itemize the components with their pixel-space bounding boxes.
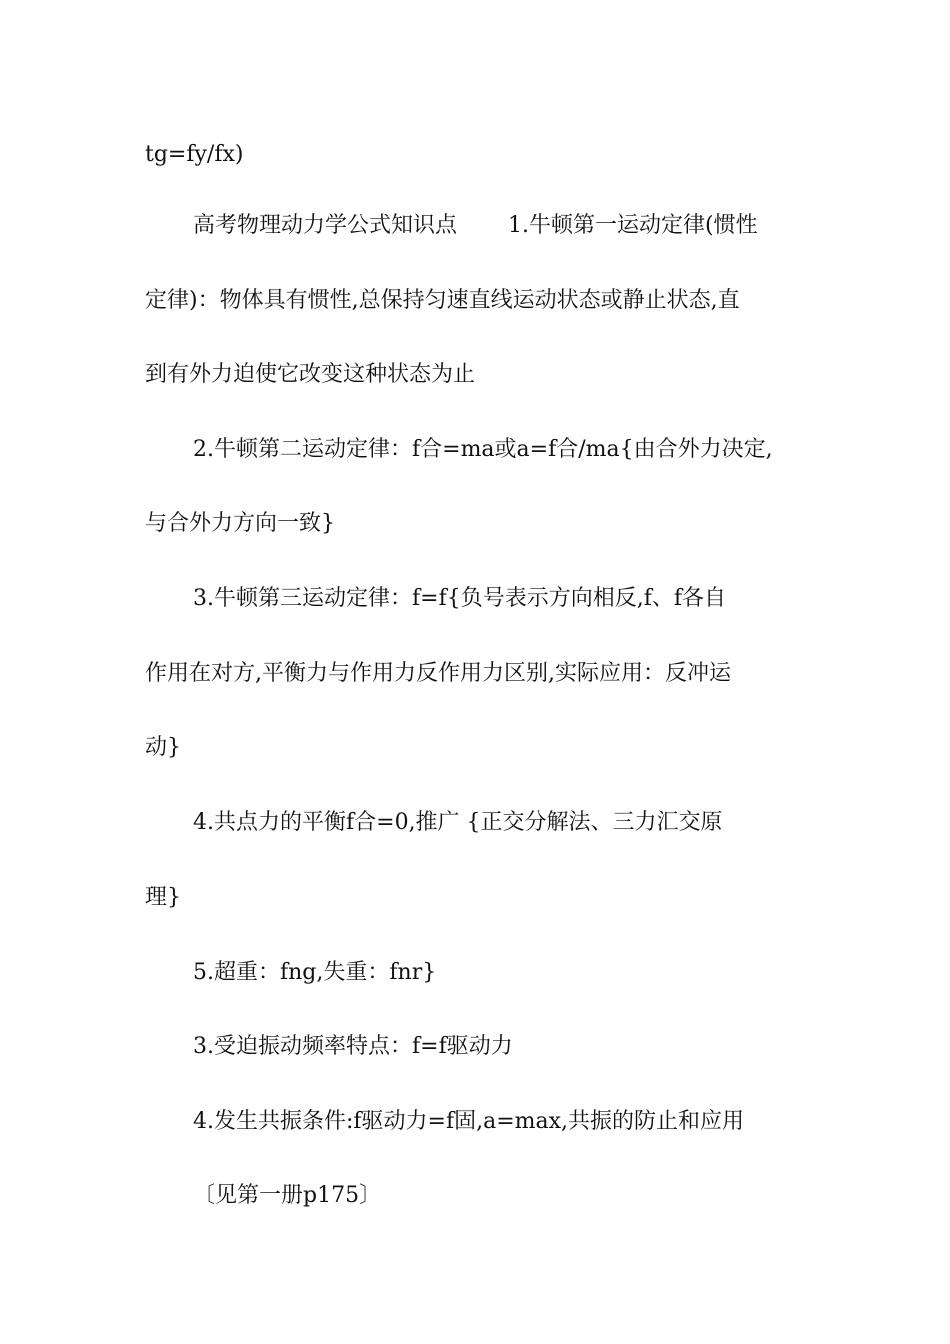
text-line-6: 与合外力方向一致} bbox=[145, 511, 335, 536]
text-line-15: 〔见第一册p175〕 bbox=[193, 1183, 382, 1208]
text-line-1: tg=fy/fx) bbox=[145, 142, 244, 167]
text-line-12: 5.超重：fng,失重：fnr} bbox=[193, 960, 437, 985]
text-line-3: 定律)：物体具有惯性,总保持匀速直线运动状态或静止状态,直 bbox=[145, 288, 740, 313]
text-line-11: 理} bbox=[145, 885, 181, 910]
text-line-7: 3.牛顿第三运动定律：f=f{负号表示方向相反,f、f各自 bbox=[193, 586, 726, 611]
text-line-10: 4.共点力的平衡f合=0,推广 {正交分解法、三力汇交原 bbox=[193, 810, 723, 835]
text-line-4: 到有外力迫使它改变这种状态为止 bbox=[145, 362, 476, 387]
text-line-13: 3.受迫振动频率特点：f=f驱动力 bbox=[193, 1034, 513, 1059]
text-line-14: 4.发生共振条件:f驱动力=f固,a=max,共振的防止和应用 bbox=[193, 1109, 745, 1134]
text-line-8: 作用在对方,平衡力与作用力反作用力区别,实际应用：反冲运 bbox=[145, 661, 731, 686]
text-line-9: 动} bbox=[145, 735, 181, 760]
text-line-5: 2.牛顿第二运动定律：f合=ma或a=f合/ma{由合外力决定, bbox=[193, 437, 773, 462]
text-line-2: 高考物理动力学公式知识点 1.牛顿第一运动定律(惯性 bbox=[193, 213, 758, 238]
